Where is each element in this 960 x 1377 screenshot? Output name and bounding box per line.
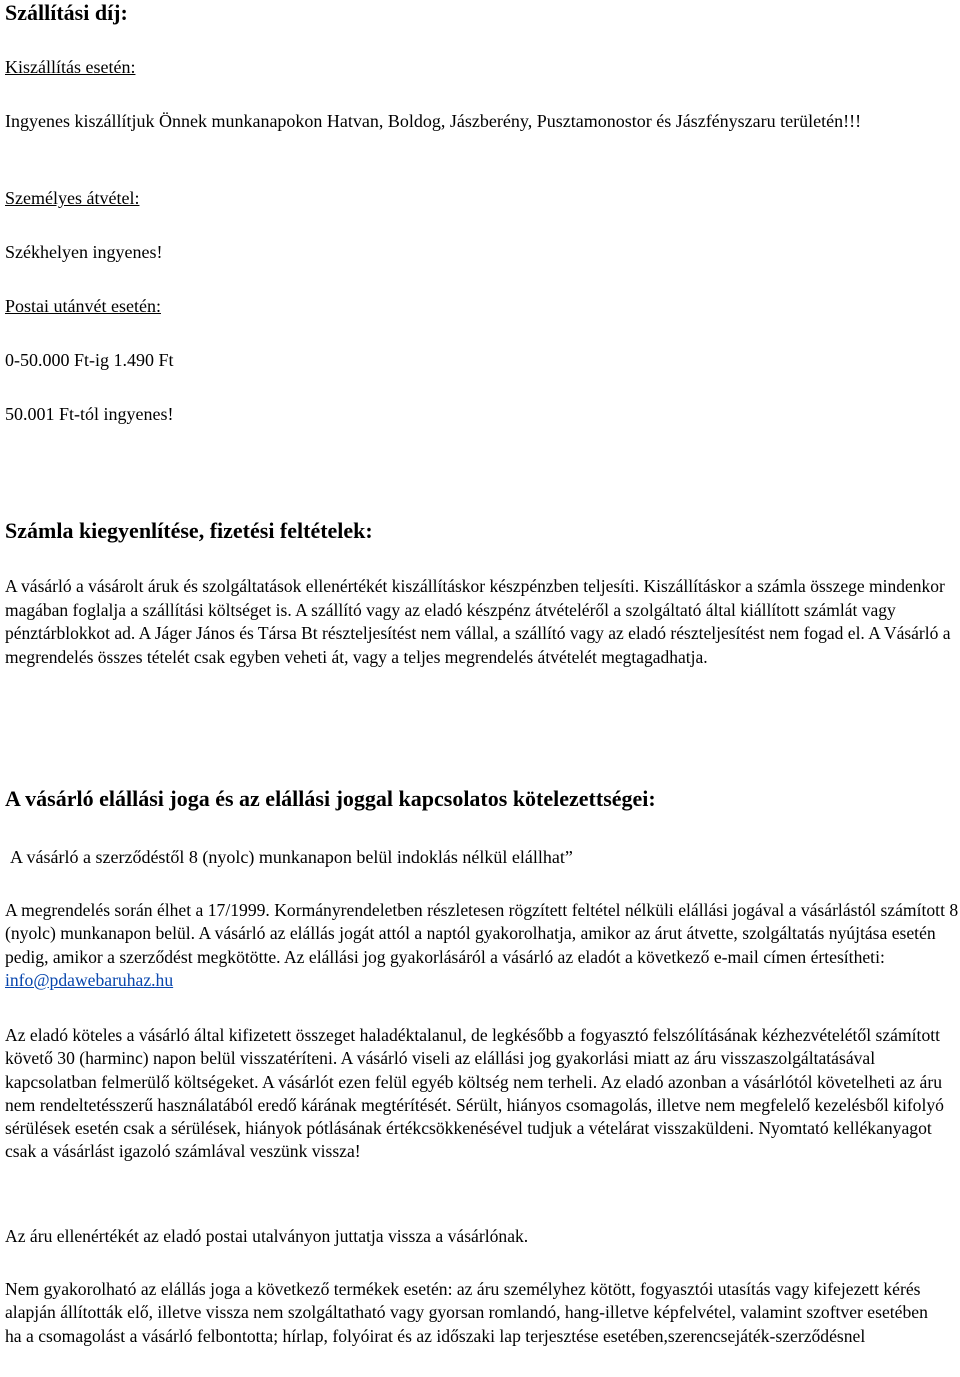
withdrawal-quote: A vásárló a szerződéstől 8 (nyolc) munkanapon belül indoklás nélkül elállhat” — [10, 847, 573, 867]
shipping-title: Szállítási díj: — [5, 0, 128, 25]
pickup-label: Személyes átvétel: — [5, 188, 140, 208]
email-link[interactable]: info@pdawebaruhaz.hu — [5, 969, 174, 990]
withdrawal-paragraph-3: Az áru ellenértékét az eladó postai utalványon juttatja vissza a vásárlónak. — [5, 1226, 529, 1246]
withdrawal-paragraph-1-text: A megrendelés során élhet a 17/1999. Kormányrendeletben részletesen rögzített feltétel nélküli elállási jogával a vásárlástól számított 8 (nyolc) munkanapon belül. A vásárló az elállás jogát attól a naptól gyakorolhatja, amikor az árut átvette, szolgáltatás nyújtása esetén pedig, amikor a szerződést megkötötte. Az elállási jog gyakorlásáról a vásárló az eladót a következő e-mail címen értesítheti: — [5, 900, 959, 967]
postal-line-2: 50.001 Ft-tól ingyenes! — [5, 404, 174, 424]
withdrawal-paragraph-1 — [5, 899, 960, 992]
payment-title: Számla kiegyenlítése, fizetési feltételek: — [5, 518, 373, 543]
delivery-text: Ingyenes kiszállítjuk Önnek munkanapokon Hatvan, Boldog, Jászberény, Pusztamonostor és Jászfényszaru területén!!! — [5, 111, 862, 131]
postal-line-1: 0-50.000 Ft-ig 1.490 Ft — [5, 350, 174, 370]
withdrawal-title: A vásárló elállási joga és az elállási joggal kapcsolatos kötelezettségei: — [5, 786, 656, 811]
pickup-text: Székhelyen ingyenes! — [5, 242, 163, 262]
payment-text: A vásárló a vásárolt áruk és szolgáltatások ellenértékét kiszállításkor készpénzben teljesíti. Kiszállításkor a számla összege mindenkor magában foglalja a szállítási költséget is. A szállító vagy az eladó készpénz átvételéről a szolgáltató által kiállított számlát vagy pénztárblokkot ad. A Jáger János és Társa Bt részteljesítést nem vállal, a szállító vagy az eladó részteljesítést nem fogad el. A Vásárló a megrendelés összes tételét csak egyben veheti át, vagy a teljes megrendelés átvételét megtagadhatja. — [5, 576, 951, 667]
withdrawal-paragraph-4: Nem gyakorolható az elállás joga a következő termékek esetén: az áru személyhez kötött, fogyasztói utasítás vagy kifejezett kérés alapján állították elő, illetve vissza nem szolgáltatható vagy gyorsan romlandó, hang-illetve képfelvétel, valamint szoftver esetében ha a csomagolást a vásárló felbontotta; hírlap, folyóirat és az időszaki lap terjesztése esetében,szerencsejáték-szerződésnel — [5, 1279, 928, 1346]
delivery-label: Kiszállítás esetén: — [5, 57, 136, 77]
withdrawal-paragraph-2: Az eladó köteles a vásárló által kifizetett összeget haladéktalanul, de legkésőbb a fogyasztó felszólításának kézhezvételétől számított követő 30 (harminc) napon belül visszatéríteni. A vásárló viseli az elállási jog gyakorlási miatt az áru visszaszolgáltatásával kapcsolatban felmerülő költségeket. A vásárlót ezen felül egyéb költség nem terheli. Az eladó azonban a vásárlótól követelheti az áru nem rendeltetésszerű használatából eredő kárának megtérítését. Sérült, hiányos csomagolás, illetve nem megfelelő kezelésből kifolyó sérülések esetén csak a sérülések, hiányok pótlásának értékcsökkenésével tudjuk a vételárat visszaküldeni. Nyomtató kellékanyagot csak a vásárlást igazoló számlával veszünk vissza! — [5, 1025, 944, 1162]
postal-label: Postai utánvét esetén: — [5, 296, 161, 316]
